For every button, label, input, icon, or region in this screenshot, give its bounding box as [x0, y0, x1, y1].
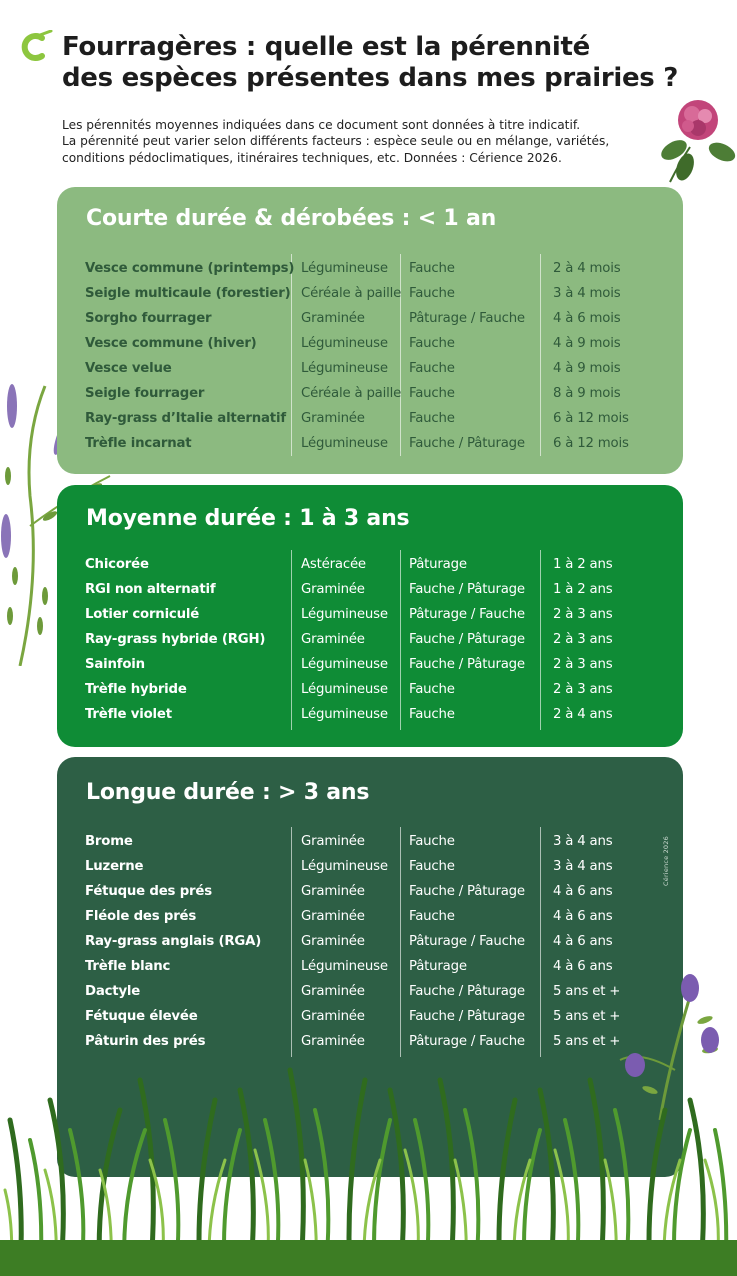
species-family: Graminée	[301, 909, 365, 924]
species-duration: 3 à 4 ans	[553, 834, 613, 849]
page-title	[62, 32, 682, 94]
species-duration: 2 à 3 ans	[553, 657, 613, 672]
species-use: Pâturage	[409, 557, 467, 572]
species-name: Pâturin des prés	[85, 1034, 206, 1049]
grass-decoration-icon	[0, 1040, 737, 1276]
species-family: Graminée	[301, 834, 365, 849]
species-name: Sainfoin	[85, 657, 145, 672]
species-family: Légumineuse	[301, 682, 388, 697]
section-title: Longue durée : > 3 ans	[86, 780, 370, 805]
species-family: Légumineuse	[301, 859, 388, 874]
species-family: Légumineuse	[301, 361, 388, 376]
intro-text	[62, 117, 662, 166]
species-duration: 3 à 4 ans	[553, 859, 613, 874]
species-duration: 4 à 6 mois	[553, 311, 621, 326]
species-duration: 2 à 3 ans	[553, 607, 613, 622]
species-family: Légumineuse	[301, 959, 388, 974]
table-row	[57, 406, 683, 431]
species-use: Fauche	[409, 336, 455, 351]
species-use: Fauche	[409, 386, 455, 401]
species-name: Luzerne	[85, 859, 144, 874]
species-name: Vesce velue	[85, 361, 172, 376]
table-row	[57, 256, 683, 281]
species-duration: 5 ans et +	[553, 1034, 621, 1049]
species-name: RGI non alternatif	[85, 582, 216, 597]
species-use: Fauche	[409, 361, 455, 376]
section-title: Courte durée & dérobées : < 1 an	[86, 206, 497, 231]
species-use: Pâturage / Fauche	[409, 934, 525, 949]
table-row	[57, 677, 683, 702]
species-duration: 8 à 9 mois	[553, 386, 621, 401]
species-duration: 5 ans et +	[553, 984, 621, 999]
species-use: Fauche	[409, 707, 455, 722]
species-duration: 6 à 12 mois	[553, 436, 629, 451]
species-table	[57, 256, 683, 456]
table-row	[57, 431, 683, 456]
species-family: Graminée	[301, 582, 365, 597]
species-family: Graminée	[301, 884, 365, 899]
clover-flower-icon	[650, 92, 737, 187]
section-medium-duration	[57, 485, 683, 747]
table-row	[57, 854, 683, 879]
species-family: Légumineuse	[301, 336, 388, 351]
table-row	[57, 652, 683, 677]
species-family: Légumineuse	[301, 261, 388, 276]
species-family: Graminée	[301, 934, 365, 949]
table-row	[57, 331, 683, 356]
intro-line-1: Les pérennités moyennes indiquées dans ce document sont données à titre indicatif.	[62, 118, 581, 132]
species-use: Fauche / Pâturage	[409, 436, 525, 451]
table-row	[57, 979, 683, 1004]
table-row	[57, 879, 683, 904]
species-name: Sorgho fourrager	[85, 311, 212, 326]
species-name: Trèfle incarnat	[85, 436, 192, 451]
species-name: Seigle fourrager	[85, 386, 205, 401]
intro-line-3: conditions pédoclimatiques, itinéraires techniques, etc. Données : Cérience 2026.	[62, 150, 562, 165]
species-use: Pâturage / Fauche	[409, 311, 525, 326]
species-use: Fauche	[409, 286, 455, 301]
table-row	[57, 552, 683, 577]
species-name: Vesce commune (hiver)	[85, 336, 257, 351]
species-name: Lotier corniculé	[85, 607, 200, 622]
table-row	[57, 356, 683, 381]
species-use: Fauche / Pâturage	[409, 1009, 525, 1024]
table-row	[57, 381, 683, 406]
table-row	[57, 904, 683, 929]
species-use: Fauche / Pâturage	[409, 884, 525, 899]
intro-line-2: La pérennité peut varier selon différents facteurs : espèce seule ou en mélange, variétés,	[62, 134, 610, 149]
species-duration: 1 à 2 ans	[553, 582, 613, 597]
section-short-duration	[57, 187, 683, 474]
species-duration: 4 à 6 ans	[553, 909, 613, 924]
species-use: Fauche / Pâturage	[409, 984, 525, 999]
cerience-logo-icon	[18, 30, 54, 64]
table-row	[57, 602, 683, 627]
species-duration: 4 à 9 mois	[553, 336, 621, 351]
species-duration: 1 à 2 ans	[553, 557, 613, 572]
species-family: Graminée	[301, 632, 365, 647]
species-use: Fauche	[409, 834, 455, 849]
species-name: Ray-grass hybride (RGH)	[85, 632, 266, 647]
species-use: Pâturage	[409, 959, 467, 974]
species-family: Graminée	[301, 984, 365, 999]
species-duration: 2 à 3 ans	[553, 632, 613, 647]
species-name: Seigle multicaule (forestier)	[85, 286, 291, 301]
species-duration: 4 à 6 ans	[553, 959, 613, 974]
species-duration: 5 ans et +	[553, 1009, 621, 1024]
species-family: Céréale à paille	[301, 386, 402, 401]
species-family: Légumineuse	[301, 436, 388, 451]
table-row	[57, 954, 683, 979]
species-family: Graminée	[301, 1034, 365, 1049]
table-row	[57, 306, 683, 331]
species-duration: 2 à 4 mois	[553, 261, 621, 276]
species-family: Graminée	[301, 1009, 365, 1024]
species-use: Fauche	[409, 682, 455, 697]
species-duration: 4 à 9 mois	[553, 361, 621, 376]
species-family: Graminée	[301, 411, 365, 426]
species-duration: 4 à 6 ans	[553, 934, 613, 949]
species-family: Légumineuse	[301, 657, 388, 672]
species-name: Trèfle hybride	[85, 682, 187, 697]
table-row	[57, 1004, 683, 1029]
species-name: Fétuque élevée	[85, 1009, 198, 1024]
species-name: Fétuque des prés	[85, 884, 212, 899]
species-name: Dactyle	[85, 984, 141, 999]
species-use: Fauche / Pâturage	[409, 632, 525, 647]
species-duration: 2 à 3 ans	[553, 682, 613, 697]
title-line-1: Fourragères : quelle est la pérennité	[62, 32, 590, 62]
species-use: Fauche	[409, 909, 455, 924]
species-family: Graminée	[301, 311, 365, 326]
species-use: Fauche	[409, 859, 455, 874]
species-name: Chicorée	[85, 557, 149, 572]
species-duration: 6 à 12 mois	[553, 411, 629, 426]
species-duration: 3 à 4 mois	[553, 286, 621, 301]
species-name: Trèfle violet	[85, 707, 172, 722]
species-name: Ray-grass anglais (RGA)	[85, 934, 262, 949]
table-row	[57, 929, 683, 954]
table-row	[57, 281, 683, 306]
copyright-text: Cérience 2026	[662, 836, 670, 886]
species-family: Légumineuse	[301, 707, 388, 722]
species-name: Trèfle blanc	[85, 959, 171, 974]
table-row	[57, 829, 683, 854]
title-line-2: des espèces présentes dans mes prairies ?	[62, 63, 678, 94]
species-family: Astéracée	[301, 557, 366, 572]
species-name: Brome	[85, 834, 133, 849]
species-duration: 2 à 4 ans	[553, 707, 613, 722]
table-row	[57, 577, 683, 602]
species-duration: 4 à 6 ans	[553, 884, 613, 899]
species-name: Vesce commune (printemps)	[85, 261, 295, 276]
table-row	[57, 627, 683, 652]
species-use: Fauche	[409, 261, 455, 276]
species-table	[57, 552, 683, 727]
species-use: Fauche / Pâturage	[409, 657, 525, 672]
species-use: Fauche / Pâturage	[409, 582, 525, 597]
species-family: Céréale à paille	[301, 286, 402, 301]
species-use: Fauche	[409, 411, 455, 426]
section-title: Moyenne durée : 1 à 3 ans	[86, 506, 410, 531]
table-row	[57, 702, 683, 727]
species-table	[57, 829, 683, 1054]
species-use: Pâturage / Fauche	[409, 607, 525, 622]
species-use: Pâturage / Fauche	[409, 1034, 525, 1049]
species-name: Ray-grass d’Italie alternatif	[85, 411, 286, 426]
species-family: Légumineuse	[301, 607, 388, 622]
species-name: Fléole des prés	[85, 909, 197, 924]
